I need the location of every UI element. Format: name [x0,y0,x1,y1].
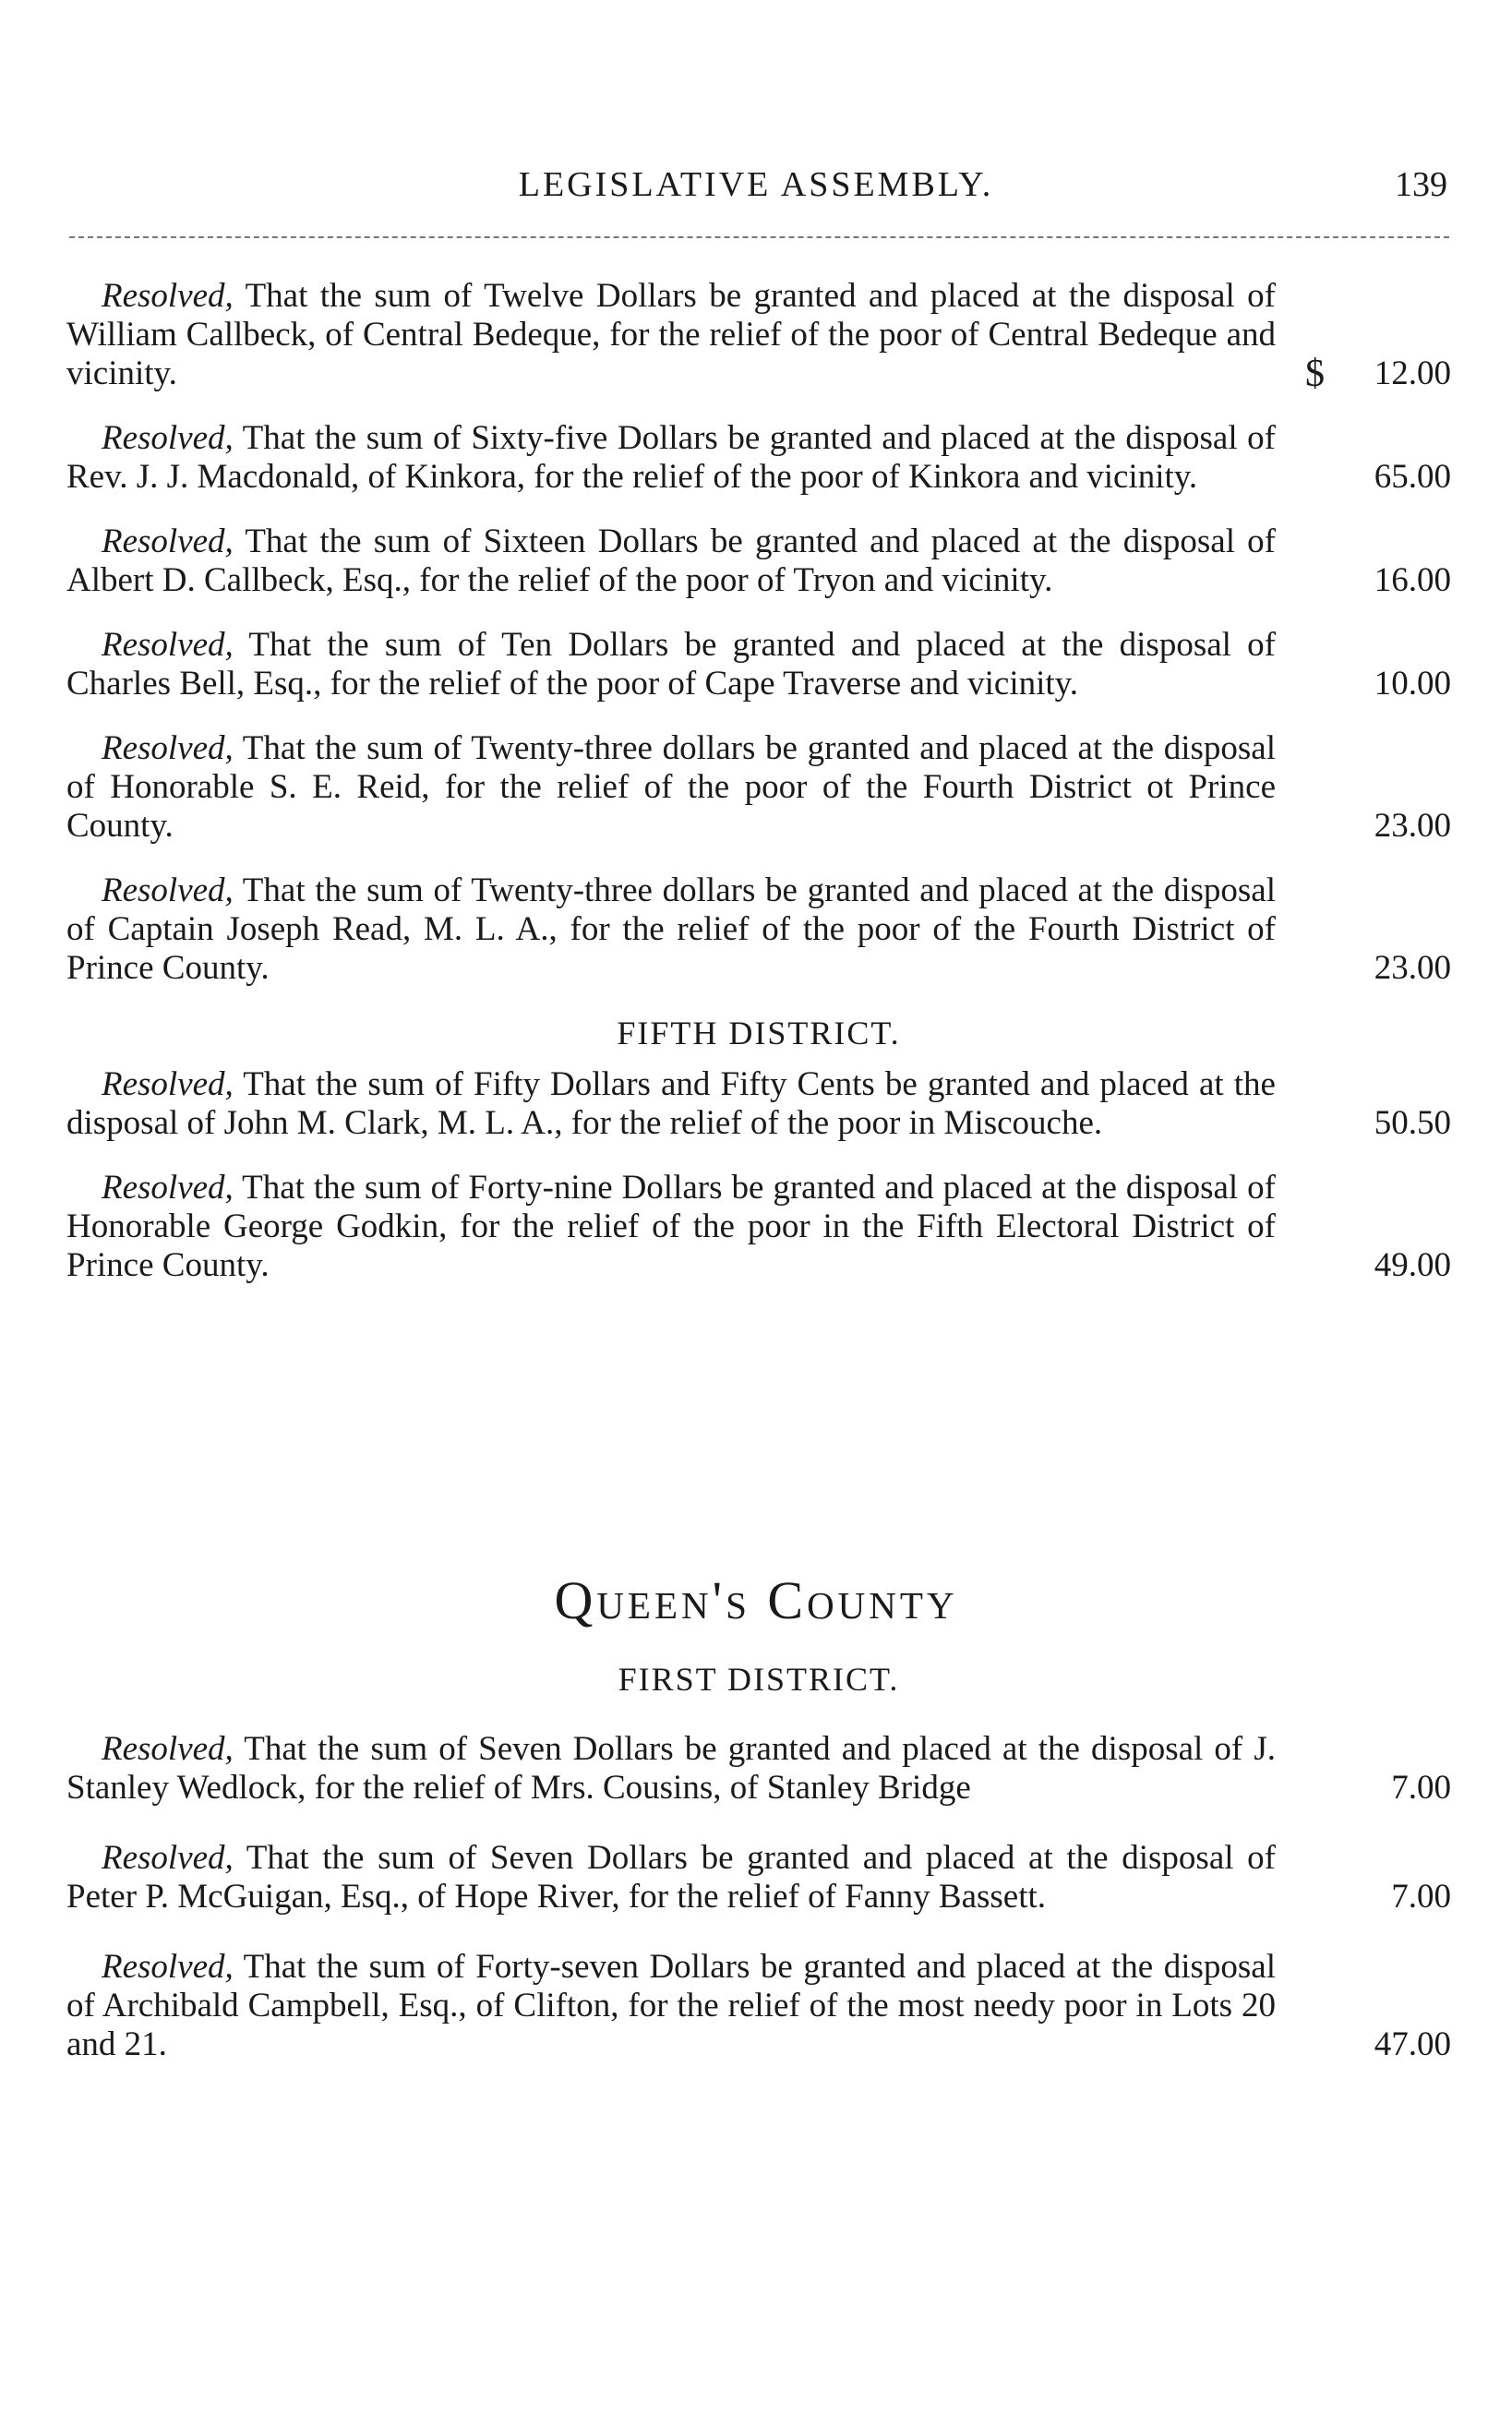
resolved-label: Resolved, [102,419,234,457]
resolution-entry [66,871,1451,988]
resolution-body: That the sum of Seven Dollars be granted and placed at the disposal of J. Stanley Wedlock, for the relief of Mrs. Cousins, of Stanley Bridge [66,1730,1276,1807]
resolution-text [66,277,1276,393]
resolved-label: Resolved, [102,523,234,560]
grant-amount: 16.00 [1374,561,1451,599]
resolution-entry [66,277,1451,393]
resolution-entry [66,1839,1451,1916]
dollar-sign: $ [1305,353,1325,395]
resolution-body: That the sum of Sixty-five Dollars be granted and placed at the disposal of Rev. J. J. Macdonald, of Kinkora, for the relief of the poor of Kinkora and vicinity. [66,419,1276,496]
resolved-label: Resolved, [102,1839,234,1877]
running-header [0,164,1512,210]
resolution-entry [66,1730,1451,1808]
grant-amount: 7.00 [1391,1878,1451,1916]
resolution-entry [66,419,1451,497]
page-number: 139 [1395,165,1447,204]
resolution-entry [66,1065,1451,1143]
resolution-body: That the sum of Forty-seven Dollars be granted and placed at the disposal of Archibald Campbell, Esq., of Clifton, for the relief of the most needy poor in Lots 20 and 21. [66,1948,1276,2063]
resolved-label: Resolved, [102,1948,234,1986]
resolution-body: That the sum of Ten Dollars be granted and placed at the disposal of Charles Bell, Esq., for the relief of the poor of Cape Traverse and vicinity. [66,626,1276,703]
grant-amount: 49.00 [1374,1246,1451,1284]
resolved-label: Resolved, [102,729,234,767]
resolution-body: That the sum of Twenty-three dollars be granted and placed at the disposal of Honorable S. E. Reid, for the relief of the poor of the Fourth District ot Prince County. [66,729,1276,845]
grant-amount: 12.00 [1374,354,1451,392]
grant-amount: 47.00 [1374,2025,1451,2063]
grant-amount: 50.50 [1374,1104,1451,1142]
fifth-district-heading: FIFTH DISTRICT. [617,1015,901,1051]
resolved-label: Resolved, [102,1730,234,1768]
resolution-entry [66,729,1451,846]
resolution-text [66,1948,1276,2064]
first-district-heading: FIRST DISTRICT. [618,1661,900,1698]
prince-county-section [66,277,1451,1311]
resolution-body: That the sum of Sixteen Dollars be granted and placed at the disposal of Albert D. Callbeck, Esq., for the relief of the poor of Tryon and vicinity. [66,523,1276,599]
resolution-entry [66,626,1451,703]
resolution-text [66,419,1276,497]
resolution-body: That the sum of Seven Dollars be granted and placed at the disposal of Peter P. McGuigan, Esq., of Hope River, for the relief of Fanny Bassett. [66,1839,1276,1916]
resolution-entry [66,1948,1451,2064]
resolved-label: Resolved, [102,871,234,909]
resolution-text [66,1730,1276,1808]
resolution-text [66,1839,1276,1916]
resolved-label: Resolved, [102,277,234,315]
queens-county-heading: Queen's County [554,1570,958,1630]
resolution-text [66,626,1276,703]
grant-amount: 10.00 [1374,665,1451,703]
queens-county-section [66,1658,1451,2090]
grant-amount: 23.00 [1374,807,1451,845]
resolution-text [66,871,1276,988]
resolution-text [66,1065,1276,1143]
header-title: LEGISLATIVE ASSEMBLY. [518,165,994,204]
resolution-body: That the sum of Twenty-three dollars be granted and placed at the disposal of Captain Joseph Read, M. L. A., for the relief of the poor of the Fourth District of Prince County. [66,871,1276,987]
resolution-body: That the sum of Twelve Dollars be granted and placed at the disposal of William Callbeck, of Central Bedeque, for the relief of the poor of Central Bedeque and vicinity. [66,277,1276,392]
grant-amount: 65.00 [1374,458,1451,496]
grant-amount: 23.00 [1374,949,1451,987]
resolution-text [66,1169,1276,1285]
resolution-text [66,729,1276,846]
resolved-label: Resolved, [102,1065,234,1103]
grant-amount: 7.00 [1391,1769,1451,1807]
header-rule [69,236,1449,238]
resolution-entry [66,523,1451,600]
resolution-text [66,523,1276,600]
resolution-entry [66,1169,1451,1285]
resolution-body: That the sum of Fifty Dollars and Fifty Cents be granted and placed at the disposal of John M. Clark, M. L. A., for the relief of the poor in Miscouche. [66,1065,1276,1142]
resolution-body: That the sum of Forty-nine Dollars be granted and placed at the disposal of Honorable George Godkin, for the relief of the poor in the Fifth Electoral District of Prince County. [66,1169,1276,1284]
resolved-label: Resolved, [102,626,234,664]
resolved-label: Resolved, [102,1169,234,1207]
